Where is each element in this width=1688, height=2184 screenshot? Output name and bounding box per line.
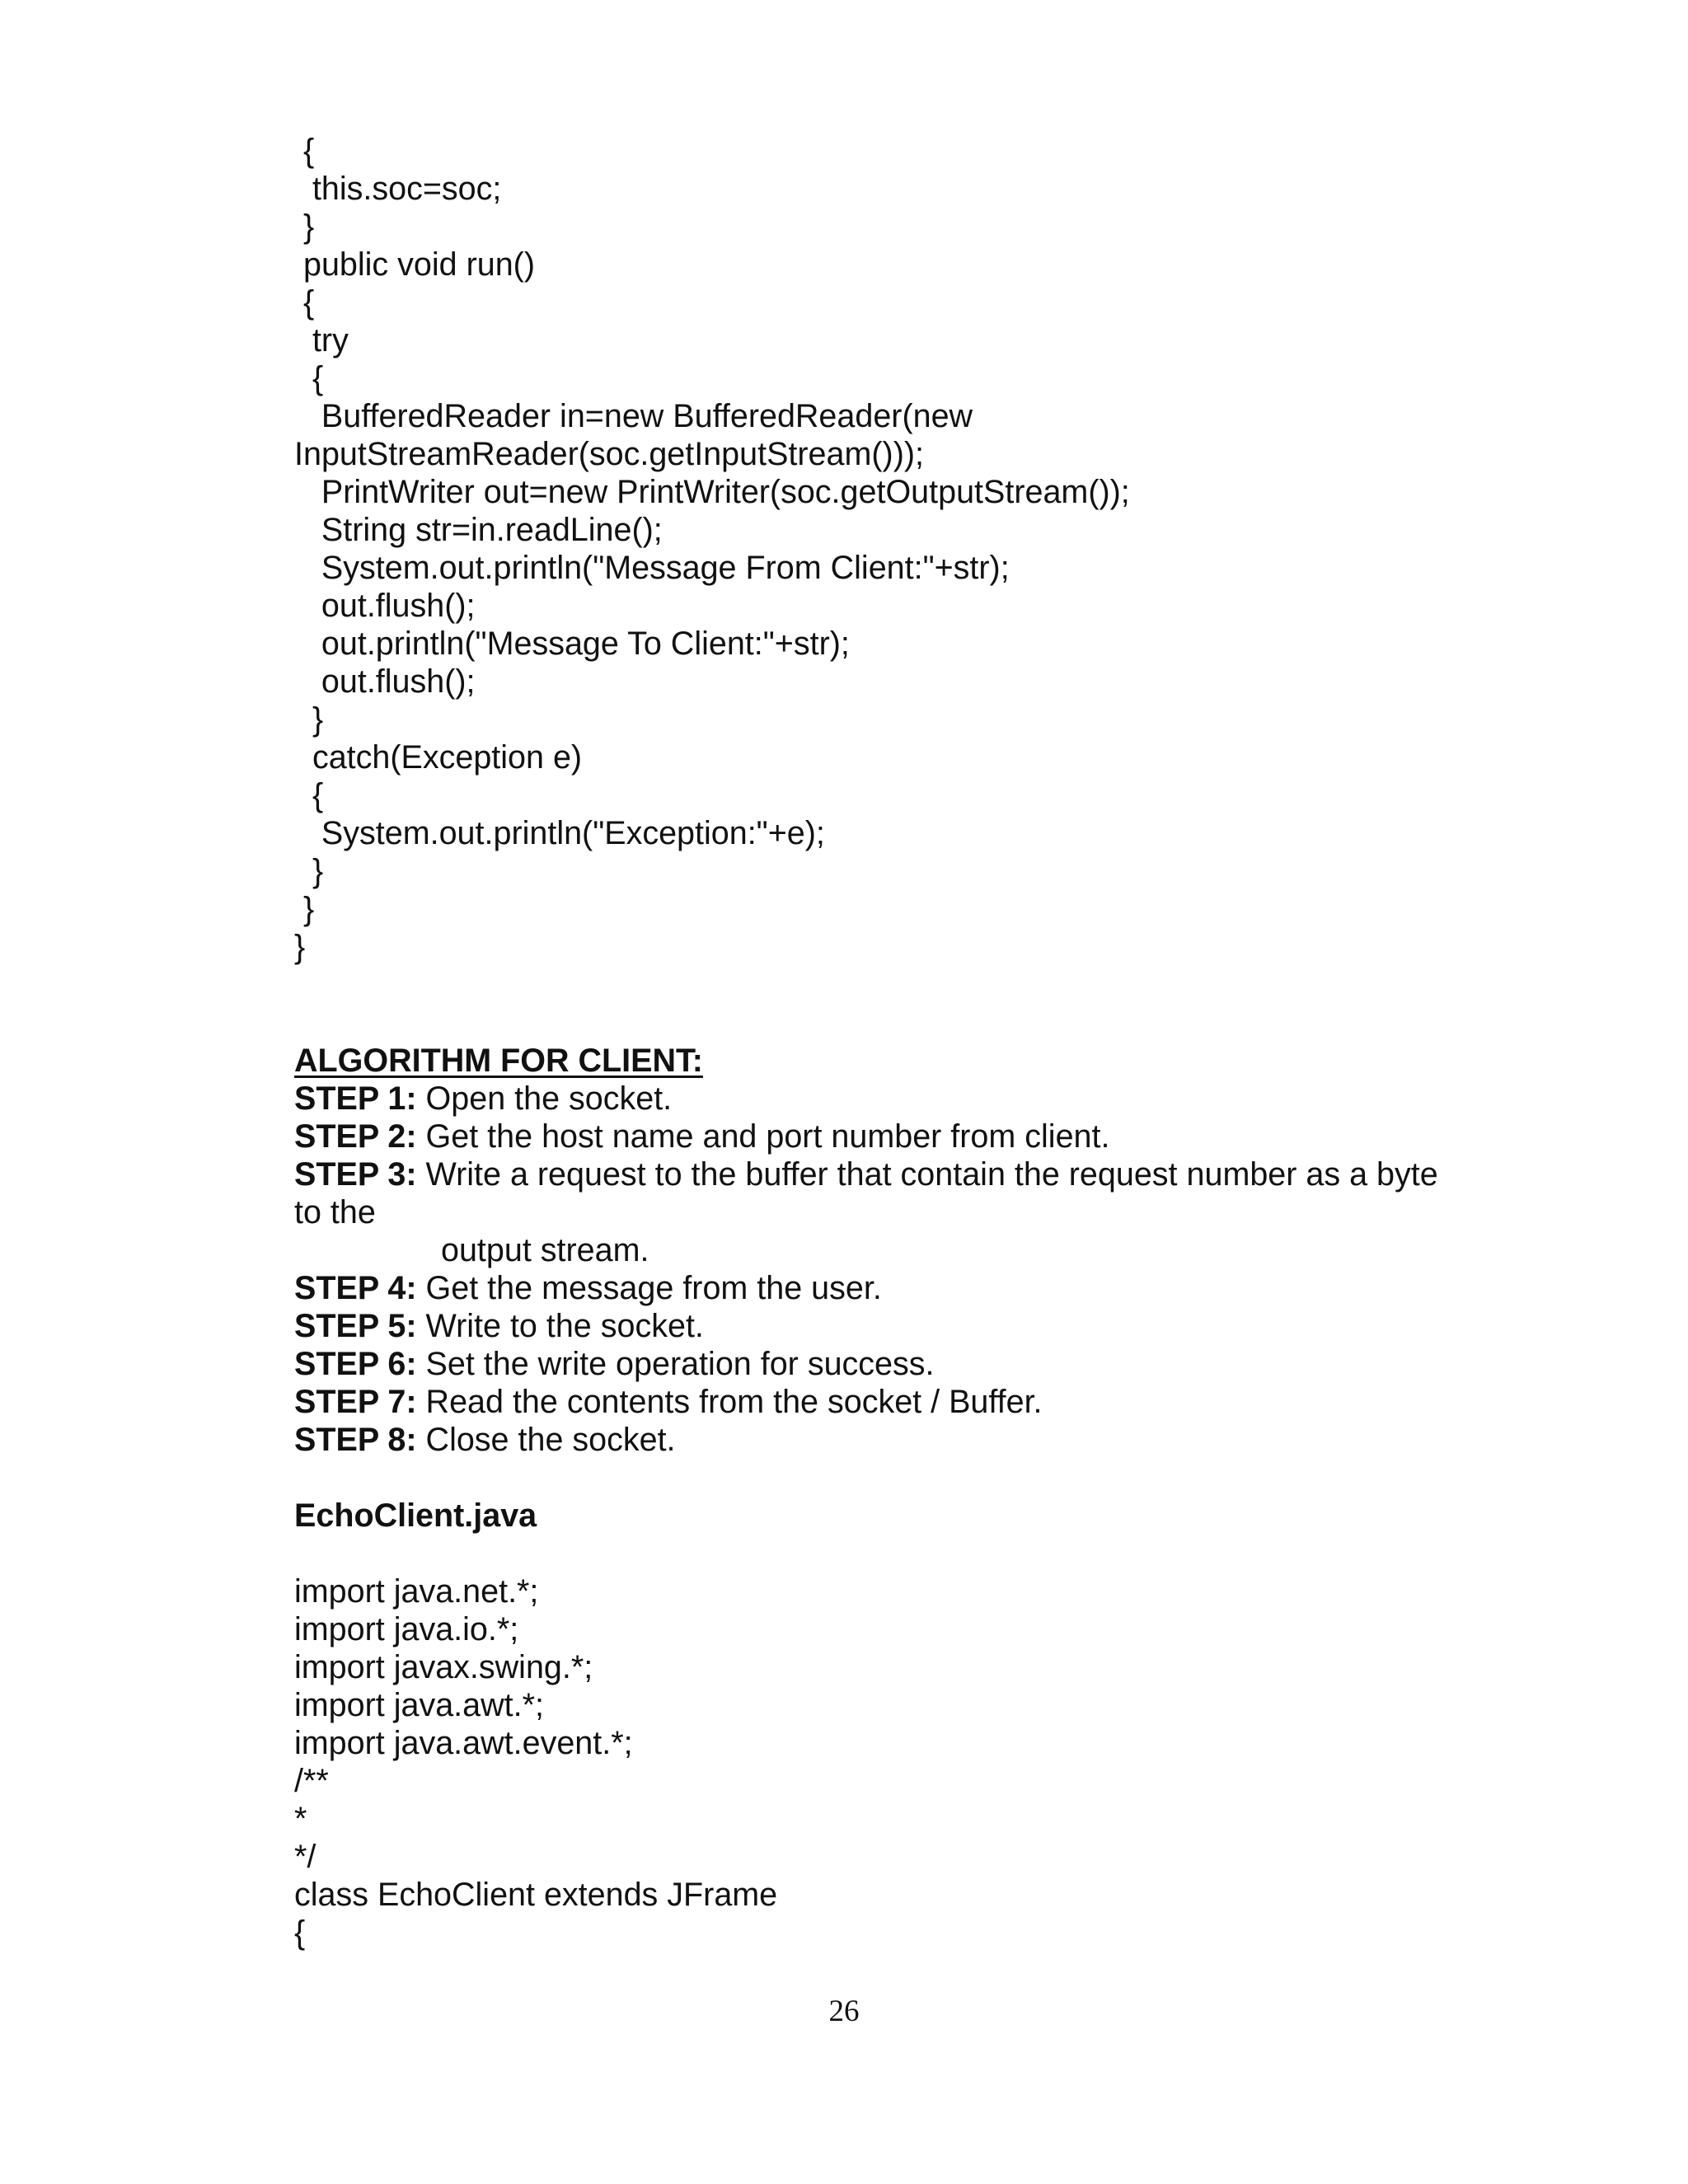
step-label: STEP 4: (294, 1270, 417, 1306)
code-line: /** (294, 1763, 329, 1799)
code-line: out.flush(); (294, 663, 476, 700)
step-label: STEP 5: (294, 1308, 417, 1344)
code-line: } (294, 891, 315, 927)
code-line: { (294, 133, 315, 169)
step-label: STEP 2: (294, 1118, 417, 1155)
step-label: STEP 1: (294, 1080, 417, 1117)
code-line: System.out.println("Message From Client:"+str); (294, 550, 1010, 586)
step-label: STEP 8: (294, 1422, 417, 1458)
code-line: import java.io.*; (294, 1611, 519, 1647)
section-gap (294, 1459, 1531, 1497)
step-text: Get the host name and port number from client. (416, 1118, 1110, 1155)
code-line: InputStreamReader(soc.getInputStream())); (294, 436, 924, 472)
code-line: catch(Exception e) (294, 739, 583, 776)
algorithm-step (294, 1118, 1531, 1155)
code-line: { (294, 777, 324, 813)
step-label: STEP 3: (294, 1156, 417, 1193)
step-text: Set the write operation for success. (416, 1346, 935, 1382)
page-number: 26 (828, 1994, 860, 2028)
code-line: * (294, 1801, 307, 1837)
algorithm-step (294, 1421, 1531, 1459)
section-gap (294, 966, 1531, 1042)
step-text-continuation: to the (294, 1194, 376, 1230)
algorithm-step (294, 1307, 1531, 1345)
code-line: import java.awt.event.*; (294, 1725, 633, 1761)
algorithm-step (294, 1155, 1531, 1193)
code-line: System.out.println("Exception:"+e); (294, 815, 825, 851)
file-title: EchoClient.java (294, 1497, 537, 1534)
algorithm-step (294, 1080, 1531, 1118)
code-line: */ (294, 1839, 316, 1875)
code-block-server-run (294, 132, 1531, 966)
code-line: import java.awt.*; (294, 1687, 544, 1723)
algorithm-section (294, 1042, 1531, 1459)
code-line: import java.net.*; (294, 1573, 539, 1610)
step-text: Get the message from the user. (416, 1270, 882, 1306)
code-line: } (294, 209, 315, 245)
step-text: Write a request to the buffer that contain the request number as a byte (416, 1156, 1438, 1193)
step-text-continuation: output stream. (441, 1232, 649, 1268)
step-text: Read the contents from the socket / Buffer. (416, 1384, 1043, 1420)
section-gap (294, 1535, 1531, 1572)
code-line: BufferedReader in=new BufferedReader(new (294, 398, 973, 434)
code-line: { (294, 360, 324, 396)
algorithm-step (294, 1345, 1531, 1383)
code-line: this.soc=soc; (294, 171, 502, 207)
algorithm-step (294, 1383, 1531, 1421)
step-label: STEP 7: (294, 1384, 417, 1420)
code-line: } (294, 701, 324, 738)
algorithm-step (294, 1269, 1531, 1307)
step-label: STEP 6: (294, 1346, 417, 1382)
code-line: out.flush(); (294, 588, 476, 624)
step-text: Write to the socket. (416, 1308, 704, 1344)
code-line: class EchoClient extends JFrame (294, 1877, 778, 1913)
code-line: import javax.swing.*; (294, 1649, 593, 1685)
code-line: { (294, 1915, 306, 1951)
code-line: PrintWriter out=new PrintWriter(soc.getOutputStream()); (294, 474, 1130, 510)
step-text: Close the socket. (416, 1422, 676, 1458)
code-line: try (294, 322, 349, 359)
code-line: String str=in.readLine(); (294, 512, 663, 548)
step-text: Open the socket. (416, 1080, 673, 1117)
code-block-echo-client (294, 1572, 1531, 1952)
code-line: public void run() (294, 246, 535, 283)
code-line: } (294, 853, 324, 889)
code-line: } (294, 929, 306, 965)
code-line: out.println("Message To Client:"+str); (294, 626, 850, 662)
algorithm-heading: ALGORITHM FOR CLIENT: (294, 1043, 703, 1079)
code-line: { (294, 284, 315, 321)
document-page-content (294, 132, 1531, 1952)
